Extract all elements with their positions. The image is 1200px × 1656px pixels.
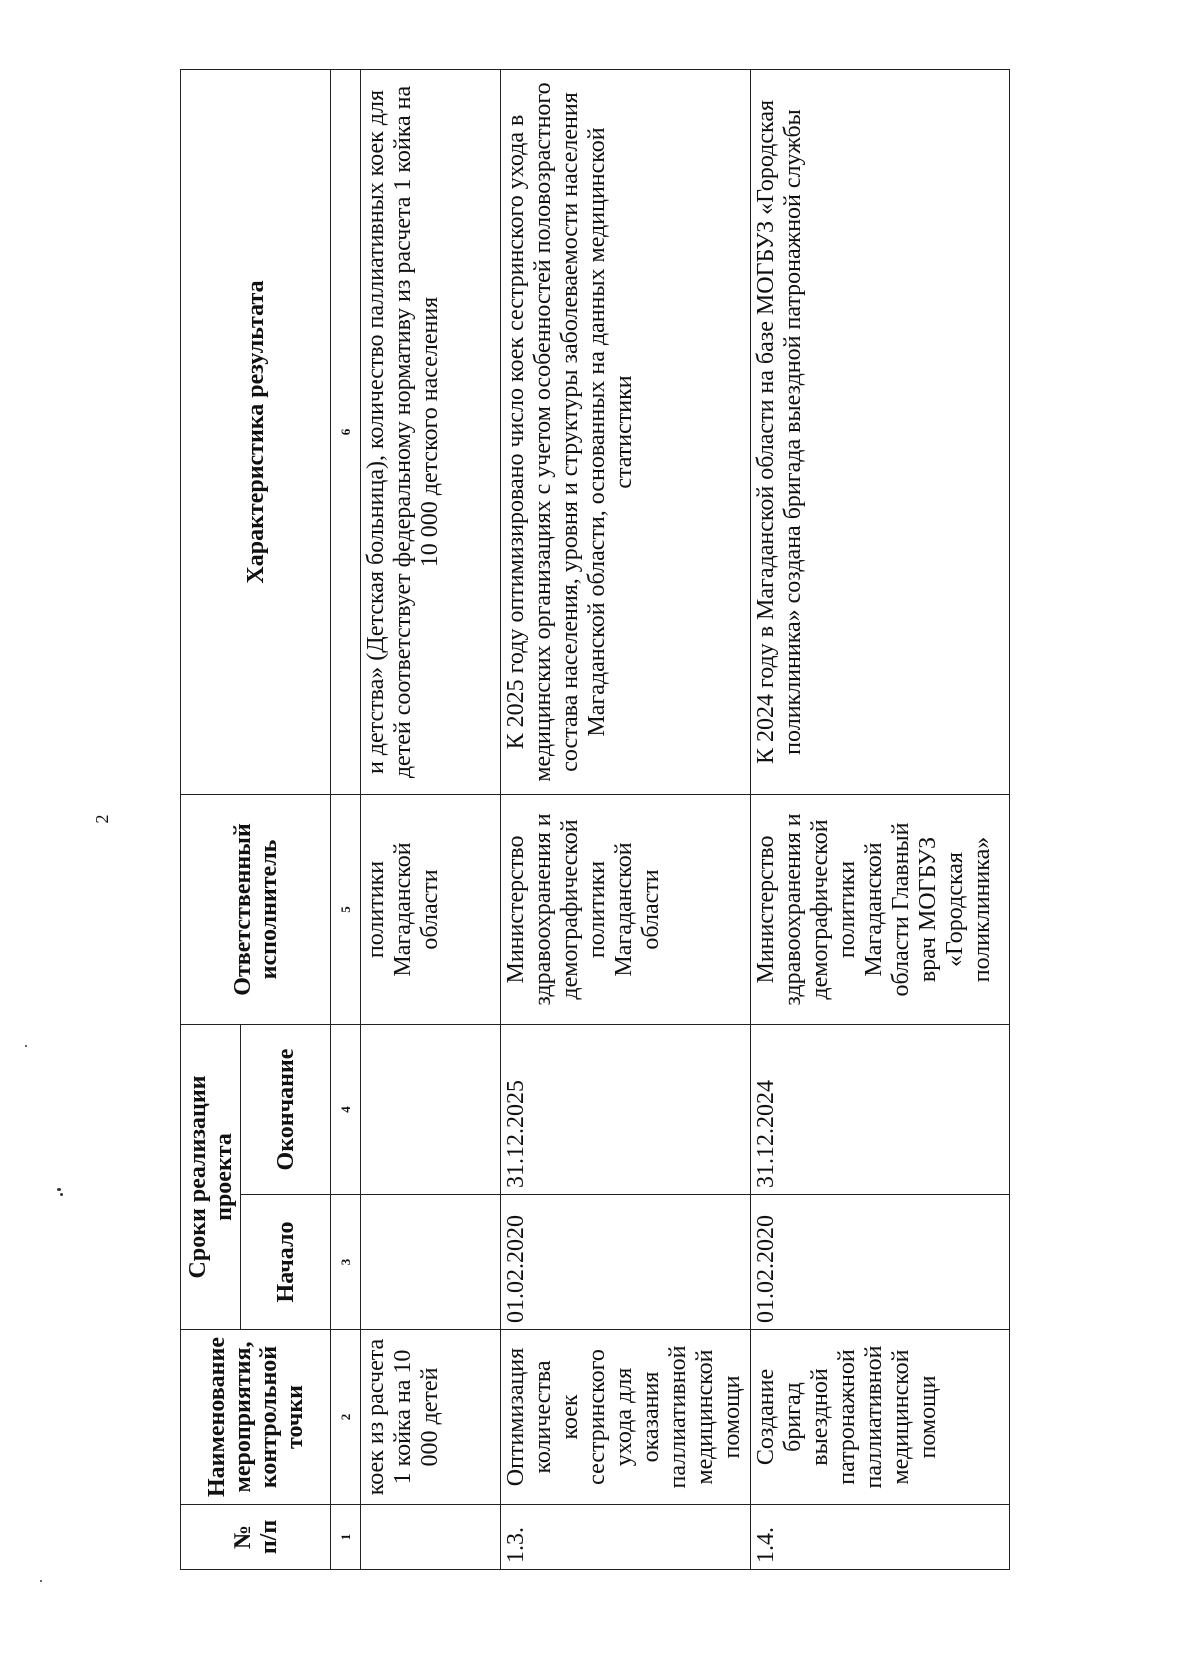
column-number: 2 (331, 1330, 361, 1505)
header-result: Характеристика результата (181, 70, 331, 795)
page-number: 2 (92, 814, 112, 824)
header-num: № п/п (181, 1505, 331, 1570)
row-name: Создание бригад выездной патронажной паллиативной медицинской помощи (751, 1330, 1010, 1505)
header-period: Сроки реализации проекта (181, 1025, 241, 1330)
row-number (361, 1505, 501, 1570)
table-row (361, 70, 501, 1570)
column-number: 3 (331, 1195, 361, 1330)
row-responsible: Министерство здравоохранения и демографической политики Магаданской области Главный врач МОГБУЗ «Городская поликлиника» (751, 795, 1010, 1025)
table-row (501, 70, 751, 1570)
row-responsible: политики Магаданской области (361, 795, 501, 1025)
table-row (751, 70, 1010, 1570)
column-number: 1 (331, 1505, 361, 1570)
header-name: Наименование мероприятия, контрольной точки (181, 1330, 331, 1505)
row-result: К 2025 году оптимизировано число коек сестринского ухода в медицинских организациях с учетом особенностей половозрастного состава населения, уровня и структуры заболеваемости населения Магаданской области, основанных на данных медицинской статистики (501, 70, 751, 795)
row-result: К 2024 году в Магаданской области на базе МОГБУЗ «Городская поликлиника» создана бригада выездной патронажной службы (751, 70, 1010, 795)
scan-speck (40, 1580, 42, 1582)
rotated-table-container (180, 70, 1010, 1570)
row-end: 31.12.2024 (751, 1025, 1010, 1195)
scan-speck (25, 1045, 27, 1047)
activity-table (180, 69, 1010, 1570)
row-end (361, 1025, 501, 1195)
row-name: Оптимизация количества коек сестринского ухода для оказания паллиативной медицинской помощи (501, 1330, 751, 1505)
row-name: коек из расчета 1 койка на 10 000 детей (361, 1330, 501, 1505)
row-number: 1.3. (501, 1505, 751, 1570)
row-responsible: Министерство здравоохранения и демографической политики Магаданской области (501, 795, 751, 1025)
row-number: 1.4. (751, 1505, 1010, 1570)
row-start: 01.02.2020 (501, 1195, 751, 1330)
row-start (361, 1195, 501, 1330)
header-start: Начало (241, 1195, 331, 1330)
row-result: и детства» (Детская больница), количество паллиативных коек для детей соответствует федеральному нормативу из расчета 1 койка на 10 000 детского населения (361, 70, 501, 795)
scan-speck (60, 1193, 63, 1196)
row-end: 31.12.2025 (501, 1025, 751, 1195)
header-responsible: Ответственный исполнитель (181, 795, 331, 1025)
column-number: 5 (331, 795, 361, 1025)
row-start: 01.02.2020 (751, 1195, 1010, 1330)
column-number: 4 (331, 1025, 361, 1195)
column-number: 6 (331, 70, 361, 795)
scan-speck (57, 1188, 61, 1191)
header-end: Окончание (241, 1025, 331, 1195)
